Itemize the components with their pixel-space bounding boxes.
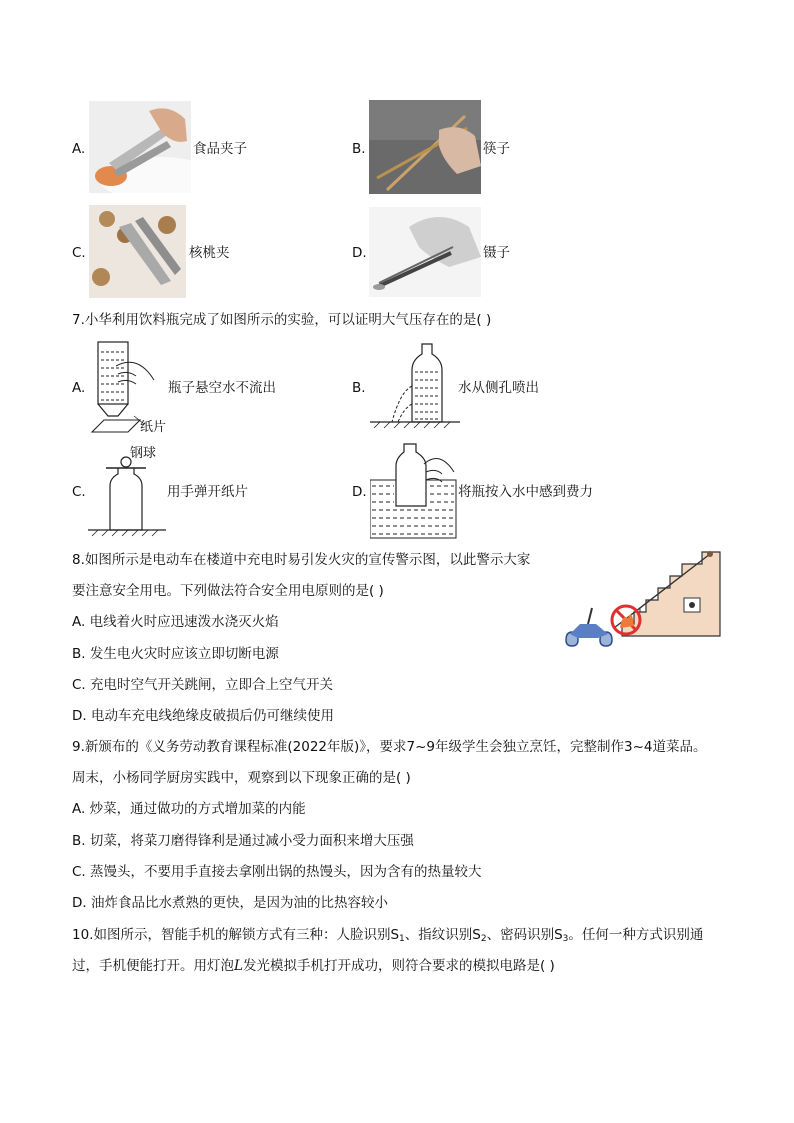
q7-option-c-letter: C. <box>72 484 86 500</box>
q10-text-part: 发光模拟手机打开成功，则符合要求的模拟电路是( ) <box>242 958 555 974</box>
q6-option-b-letter: B. <box>352 141 366 157</box>
q7-option-d-label: 将瓶按入水中感到费力 <box>458 484 593 500</box>
food-tongs-photo <box>89 101 191 193</box>
q7-option-b-label: 水从侧孔喷出 <box>458 380 539 396</box>
q8-stem-line1: 8.如图所示是电动车在楼道中充电时易引发火灾的宣传警示图，以此警示大家 <box>72 552 531 568</box>
q8-option-a: A. 电线着火时应迅速泼水浇灭火焰 <box>72 614 279 630</box>
q10-text-part: 10.如图所示，智能手机的解锁方式有三种：人脸识别S <box>72 927 400 943</box>
ebike-stairwell-warning-image <box>562 548 722 648</box>
q6-option-c-label: 核桃夹 <box>189 245 230 261</box>
q7-stem: 7.小华利用饮料瓶完成了如图所示的实验，可以证明大气压存在的是( ) <box>72 312 492 328</box>
q9-option-b: B. 切菜，将菜刀磨得锋利是通过减小受力面积来增大压强 <box>72 833 414 849</box>
bottle-steel-ball-diagram <box>88 456 168 540</box>
q6-option-a-label: 食品夹子 <box>193 141 247 157</box>
q8-option-c: C. 充电时空气开关跳闸，立即合上空气开关 <box>72 677 334 693</box>
bottle-pressed-in-water-diagram <box>370 442 460 540</box>
q7-option-c-label: 用手弹开纸片 <box>167 484 248 500</box>
q9-stem-line2: 周末，小杨同学厨房实践中，观察到以下现象正确的是( ) <box>72 770 411 786</box>
q6-option-d-label: 镊子 <box>483 245 510 261</box>
q6-option-c-letter: C. <box>72 245 86 261</box>
q8-option-d: D. 电动车充电线绝缘皮破损后仍可继续使用 <box>72 708 334 724</box>
q6-option-a-letter: A. <box>72 141 86 157</box>
tweezers-photo <box>369 207 481 297</box>
q10-text-part: 、密码识别S <box>486 927 563 943</box>
subscript: 1 <box>399 934 405 944</box>
q7-option-a-letter: A. <box>72 380 86 396</box>
q9-option-a: A. 炒菜，通过做功的方式增加菜的内能 <box>72 801 306 817</box>
q6-option-d-letter: D. <box>352 245 367 261</box>
subscript: 2 <box>480 934 487 944</box>
q7-option-b-letter: B. <box>352 380 366 396</box>
q10-stem-line2 <box>72 957 555 975</box>
lamp-symbol: L <box>234 958 243 974</box>
q10-text-part: 。任何一种方式识别通 <box>568 927 704 943</box>
q7-option-d-letter: D. <box>352 484 367 500</box>
bottle-side-hole-diagram <box>370 342 460 432</box>
q9-option-d: D. 油炸食品比水煮熟的更快，是因为油的比热容较小 <box>72 895 388 911</box>
q10-text-part: 、指纹识别S <box>404 927 481 943</box>
q6-option-b-label: 筷子 <box>483 141 510 157</box>
walnut-cracker-photo <box>89 205 186 298</box>
q7-option-a-label: 瓶子悬空水不流出 <box>168 380 276 396</box>
q9-option-c: C. 蒸馒头，不要用手直接去拿刚出锅的热馒头，因为含有的热量较大 <box>72 864 482 880</box>
q10-text-part: 过，手机便能打开。用灯泡 <box>72 958 234 974</box>
q8-option-b: B. 发生电火灾时应该立即切断电源 <box>72 646 279 662</box>
paper-card-label: 纸片 <box>140 420 167 435</box>
q9-stem-line1: 9.新颁布的《义务劳动教育课程标准(2022年版)》，要求7~9年级学生会独立烹饪，完整制作3~4道菜品。 <box>72 739 707 755</box>
chopsticks-photo <box>369 100 481 194</box>
subscript: 3 <box>562 934 569 944</box>
steel-ball-label: 钢球 <box>130 446 157 461</box>
q10-stem-line1 <box>72 926 703 948</box>
q8-stem-line2: 要注意安全用电。下列做法符合安全用电原则的是( ) <box>72 583 384 599</box>
